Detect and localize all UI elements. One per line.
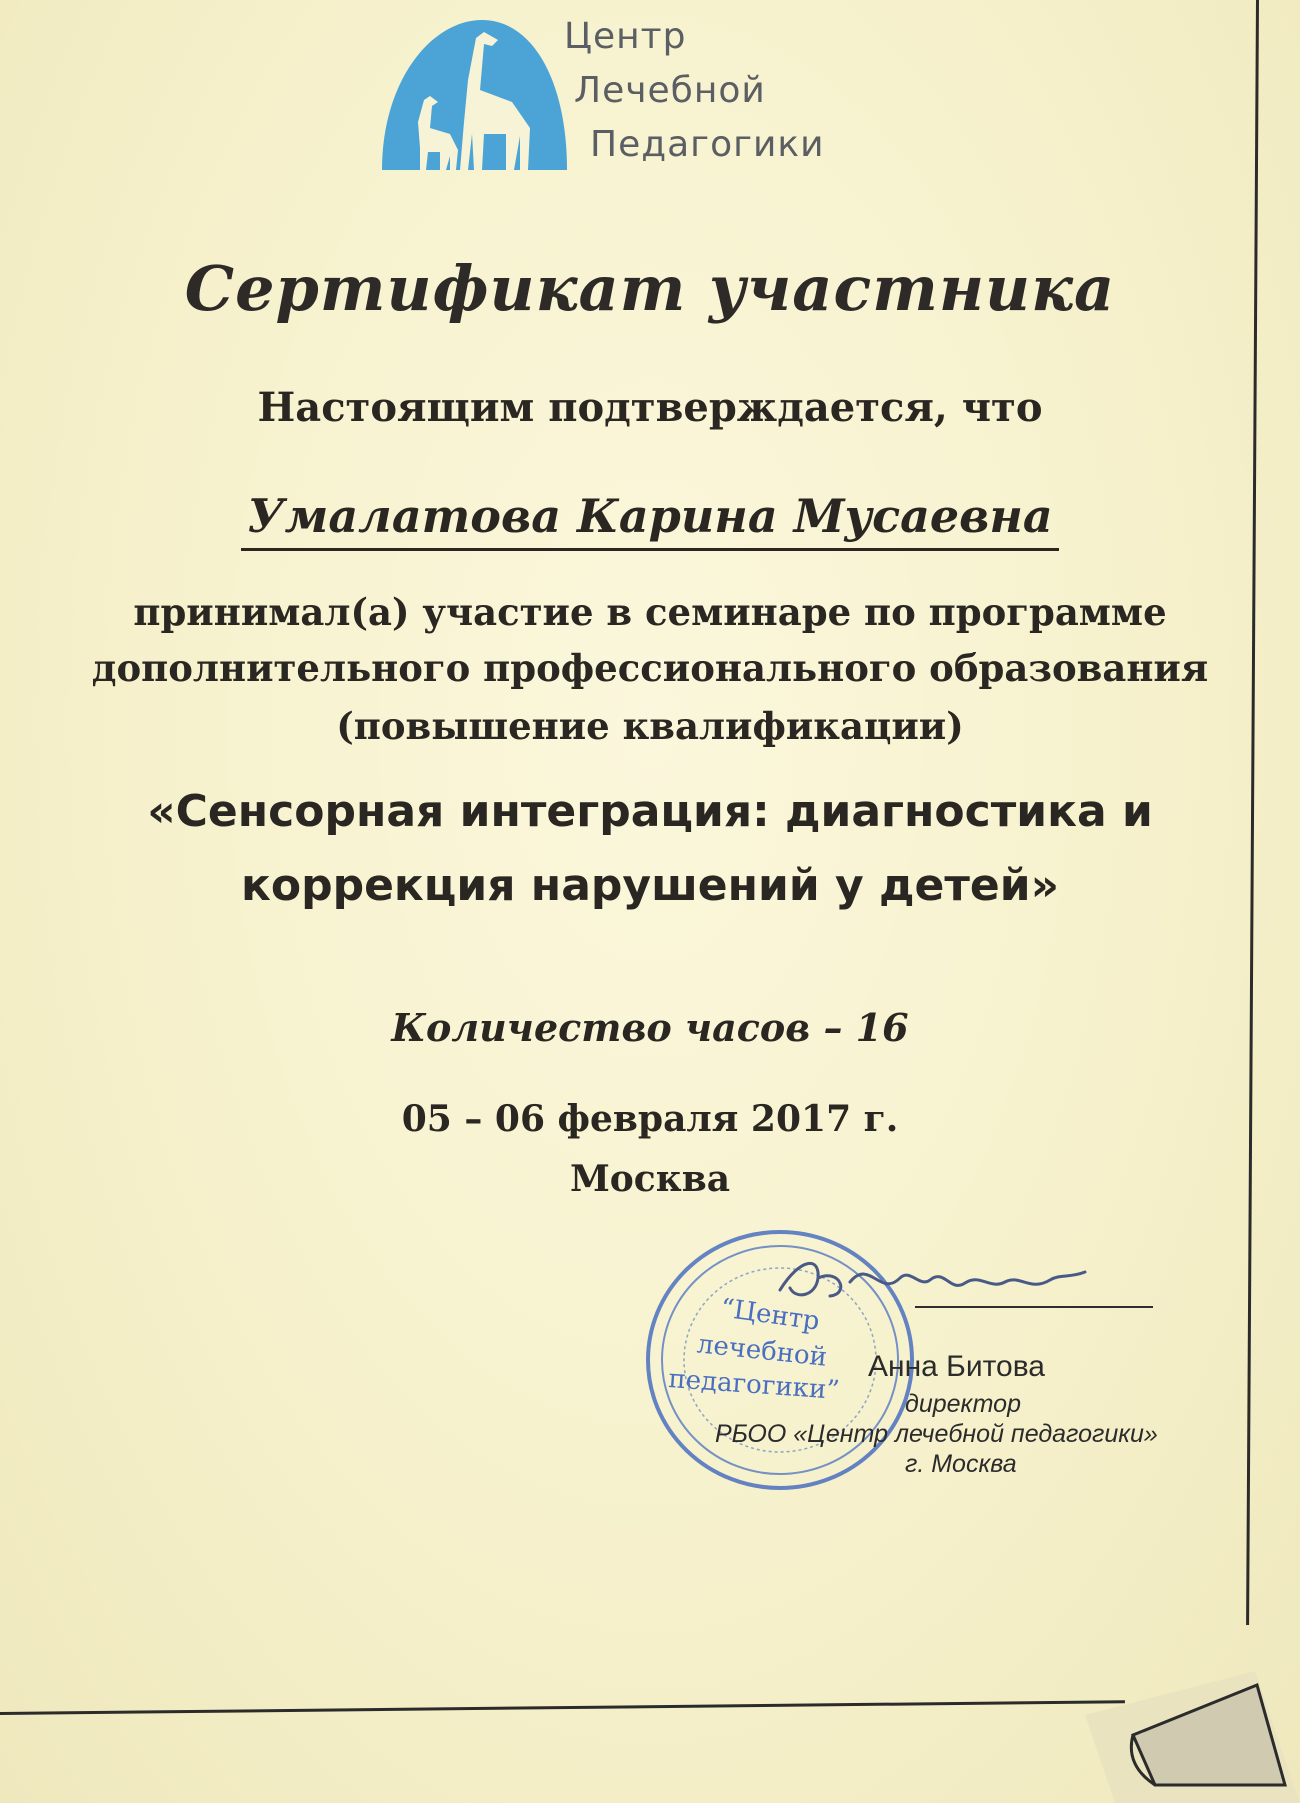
signer-name: Анна Битова [868, 1350, 1045, 1383]
seminar-dates: 05 – 06 февраля 2017 г. [401, 1098, 899, 1140]
logo-wordmark [564, 10, 825, 172]
logo-line-2: Лечебной [574, 70, 766, 111]
signature-line [915, 1306, 1153, 1308]
logo-line-1: Центр [564, 16, 687, 57]
logo-line-3: Педагогики [590, 124, 825, 165]
participation-text-line-2: дополнительного профессионального образования [91, 646, 1209, 690]
stamp-line-1: “Центр [718, 1293, 822, 1337]
hours-count: Количество часов – 16 [391, 1005, 909, 1050]
certificate-title: Сертификат участника [184, 252, 1116, 325]
giraffe-logo-icon [372, 10, 572, 175]
organization-logo [372, 10, 872, 180]
program-title-line-1: «Сенсорная интеграция: диагностика и [147, 786, 1153, 837]
confirmation-text: Настоящим подтверждается, что [257, 384, 1043, 431]
signer-organization: РБОО «Центр лечебной педагогики» [715, 1420, 1158, 1448]
participation-text-line-1: принимал(а) участие в семинаре по программе [133, 590, 1167, 634]
program-title-line-2: коррекция нарушений у детей» [241, 860, 1059, 911]
participation-text-line-3: (повышение квалификации) [336, 704, 964, 748]
stamp-line-2: лечебной [695, 1329, 829, 1373]
seminar-city: Москва [569, 1158, 731, 1200]
stamp-line-3: педагогики” [667, 1364, 841, 1406]
signer-role: директор [905, 1390, 1021, 1418]
recipient-name: Умалатова Карина Мусаевна [241, 486, 1058, 551]
recipient-name-row [0, 486, 1300, 551]
page-curl-icon [1085, 1575, 1300, 1803]
signer-city: г. Москва [905, 1450, 1017, 1478]
